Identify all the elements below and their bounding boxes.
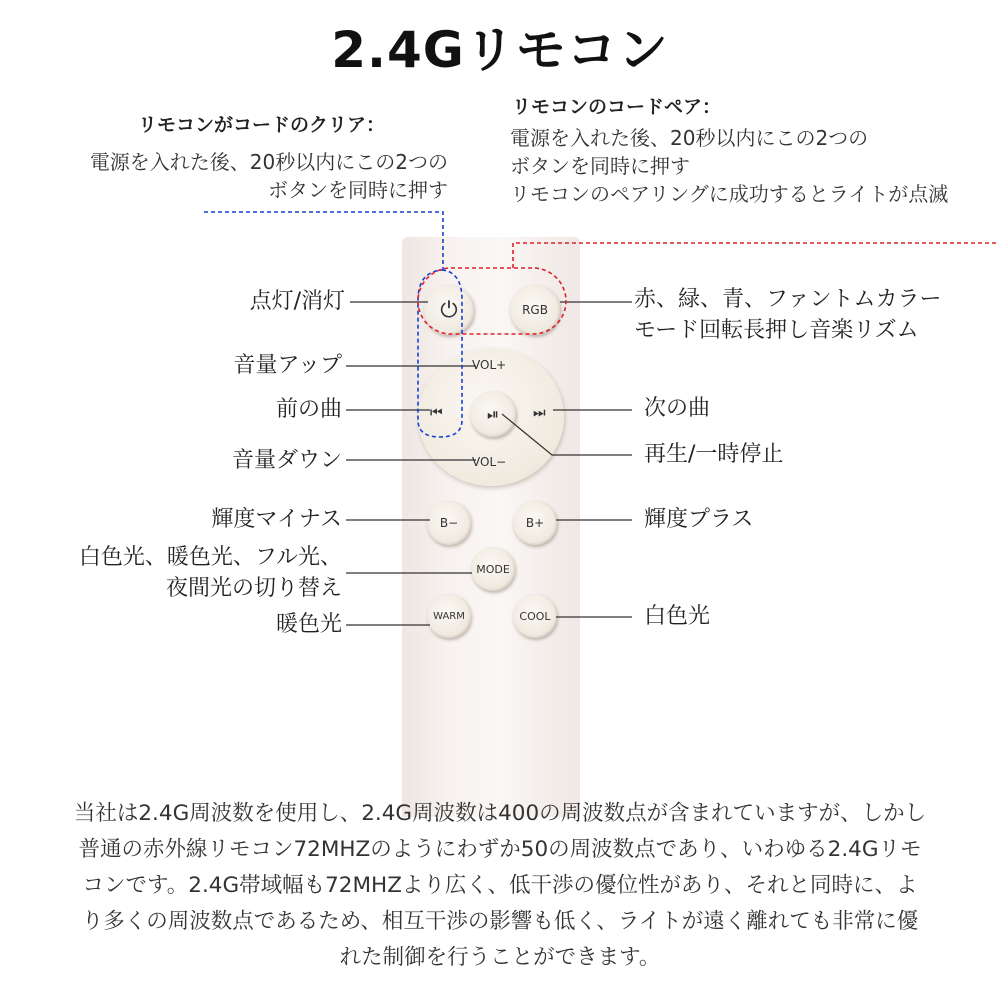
pair-line-3: リモコンのペアリングに成功するとライトが点滅 bbox=[510, 182, 949, 206]
mode-label-1: 白色光、暖色光、フル光、 bbox=[78, 545, 342, 570]
mode-label-2: 夜間光の切り替え bbox=[165, 576, 342, 601]
rgb-button-label: RGB bbox=[522, 303, 548, 317]
play-pause-icon: ⏯ bbox=[486, 405, 499, 423]
description-line-4: り多くの周波数点であるため、相互干渉の影響も低く、ライトが遠く離れても非常に優 bbox=[81, 909, 919, 934]
pair-heading: リモコンのコードペア： bbox=[512, 96, 722, 118]
b-plus-label: 輝度プラス bbox=[644, 507, 754, 532]
description-line-5: れた制御を行うことができます。 bbox=[339, 945, 661, 970]
cool-button-label: COOL bbox=[519, 609, 551, 623]
prev-label: 前の曲 bbox=[275, 397, 342, 422]
clear-line-2: ボタンを同時に押す bbox=[268, 178, 448, 202]
play-label: 再生/一時停止 bbox=[644, 442, 784, 467]
clear-line-1: 電源を入れた後、20秒以内にこの2つの bbox=[89, 150, 448, 174]
description-line-3: コンです。2.4G帯域幅も72MHZより広く、低干渉の優位性があり、それと同時に、よ bbox=[82, 873, 918, 898]
cool-label: 白色光 bbox=[644, 604, 711, 629]
clear-heading: リモコンがコードのクリア： bbox=[138, 114, 386, 136]
brightness-minus-label: B− bbox=[439, 516, 459, 530]
prev-track-icon: ⏮ bbox=[430, 405, 443, 421]
description-line-1: 当社は2.4G周波数を使用し、2.4G周波数は400の周波数点が含まれていますが、しかし bbox=[73, 801, 927, 826]
brightness-plus-label: B+ bbox=[525, 516, 545, 530]
rgb-label-1: 赤、緑、青、ファントムカラー bbox=[634, 287, 942, 312]
page-title: 2.4Gリモコン bbox=[331, 21, 669, 79]
warm-label: 暖色光 bbox=[275, 612, 342, 637]
next-label: 次の曲 bbox=[644, 396, 711, 421]
next-track-icon: ⏭ bbox=[533, 405, 546, 421]
pair-line-1: 電源を入れた後、20秒以内にこの2つの bbox=[510, 126, 869, 150]
pair-line-2: ボタンを同時に押す bbox=[510, 154, 690, 178]
play-callout-line bbox=[502, 414, 632, 455]
warm-button-label: WARM bbox=[433, 610, 465, 622]
power-icon: ⏻ bbox=[440, 297, 458, 323]
power-label: 点灯/消灯 bbox=[249, 289, 345, 314]
b-minus-label: 輝度マイナス bbox=[211, 507, 342, 532]
vol-up-label: 音量アップ bbox=[233, 353, 342, 378]
mode-button-label: MODE bbox=[476, 562, 510, 576]
vol-up-button[interactable]: VOL+ bbox=[472, 358, 507, 372]
rgb-label-2: モード回転長押し音楽リズム bbox=[634, 318, 919, 343]
description-line-2: 普通の赤外線リモコン72MHZのようにわずか50の周波数点であり、いわゆる2.4Gリモ bbox=[78, 837, 922, 862]
vol-down-button[interactable]: VOL− bbox=[472, 455, 507, 469]
vol-down-label: 音量ダウン bbox=[231, 448, 342, 473]
description-paragraph bbox=[0, 796, 1000, 976]
